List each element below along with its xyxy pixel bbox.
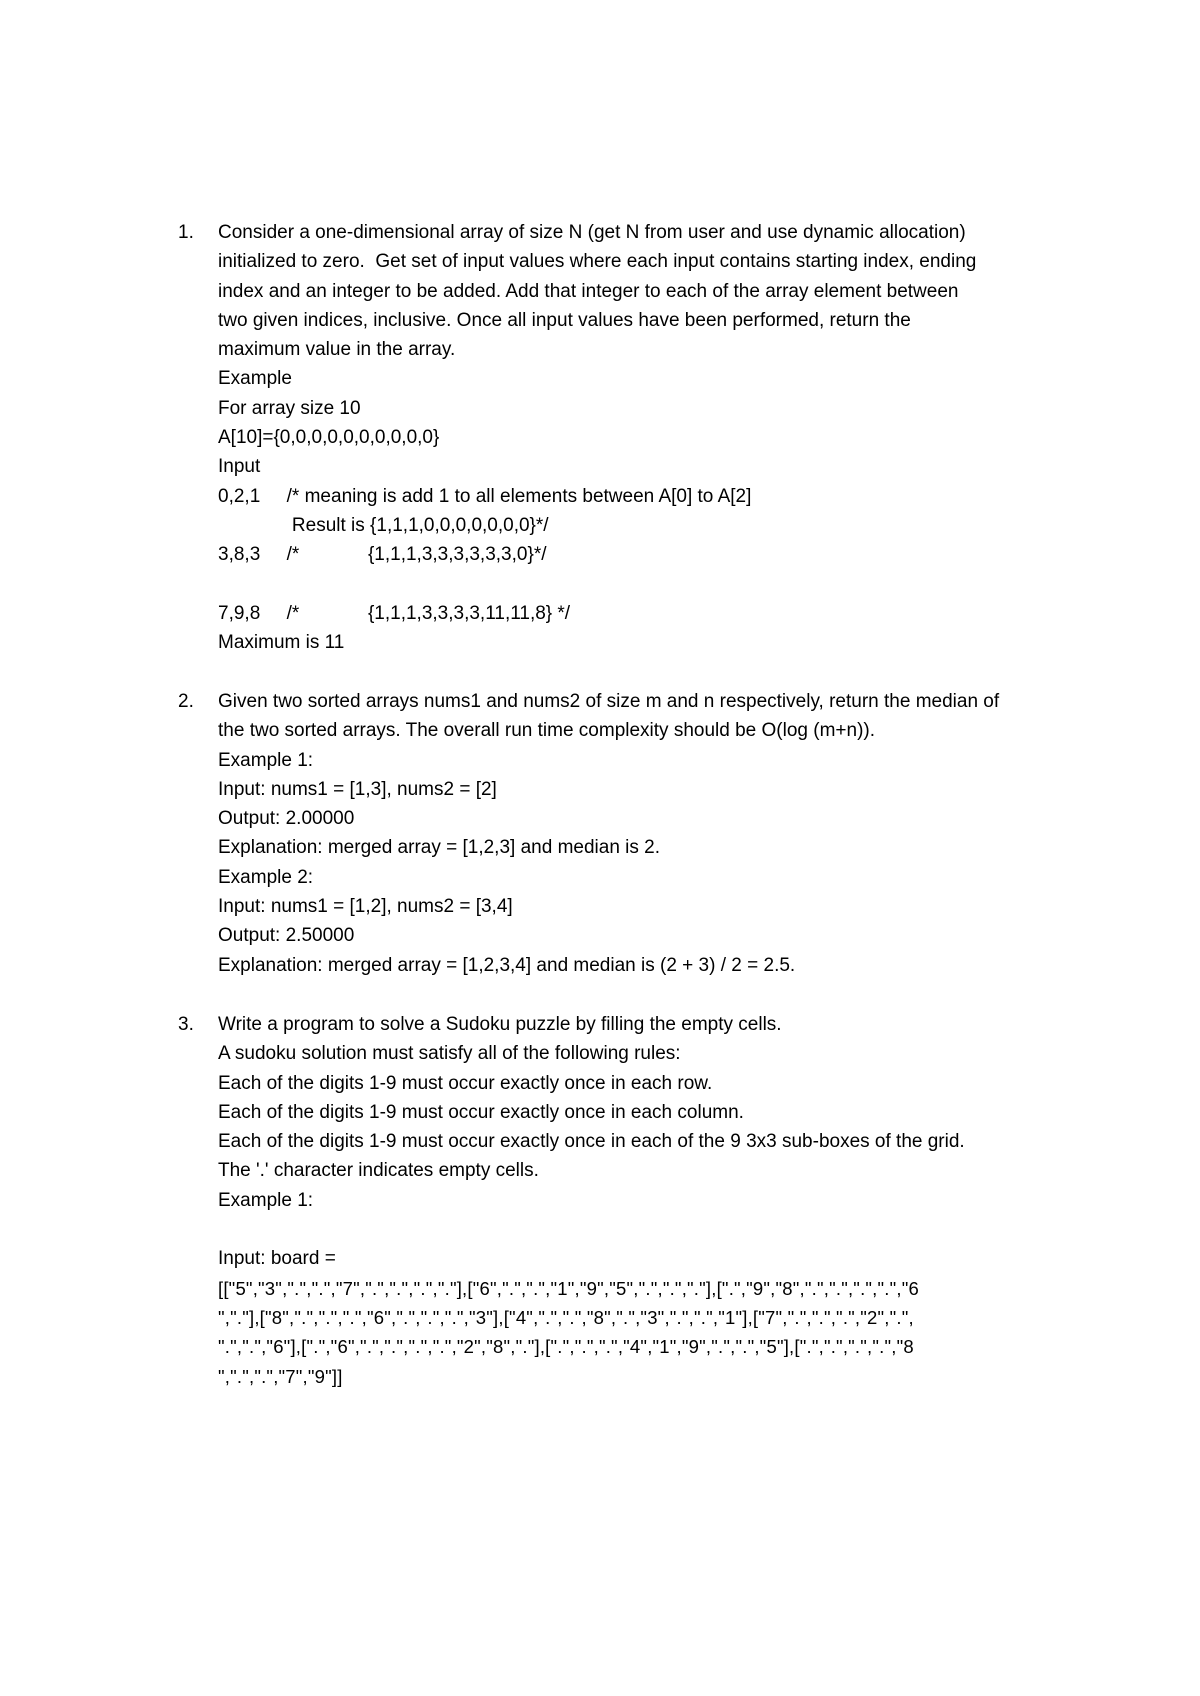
text-line: Write a program to solve a Sudoku puzzle by filling the empty cells.	[218, 1014, 782, 1035]
text-line: index and an integer to be added. Add that integer to each of the array element between	[218, 280, 959, 302]
problem-text	[218, 218, 1078, 657]
maximum-line: Maximum is 11	[218, 632, 345, 654]
example-heading: Example 1:	[218, 749, 314, 771]
text-line: initialized to zero. Get set of input values where each input contains starting index, ending	[218, 251, 977, 273]
rule-line: Each of the digits 1-9 must occur exactly once in each column.	[218, 1101, 744, 1123]
input-line: 7,9,8 /* {1,1,1,3,3,3,3,11,11,8} */	[218, 602, 571, 624]
text-line: The '.' character indicates empty cells.	[218, 1160, 539, 1182]
explanation-line: Explanation: merged array = [1,2,3] and median is 2.	[218, 837, 661, 859]
input-line: 3,8,3 /* {1,1,1,3,3,3,3,3,3,0}*/	[218, 544, 547, 566]
result-line: Result is {1,1,1,0,0,0,0,0,0,0}*/	[218, 514, 549, 536]
text-line: Consider a one-dimensional array of size N (get N from user and use dynamic allocation)	[218, 222, 966, 243]
text-line: For array size 10	[218, 397, 361, 419]
input-heading: Input: board =	[218, 1248, 336, 1270]
text-line: the two sorted arrays. The overall run time complexity should be O(log (m+n)).	[218, 720, 876, 742]
example-heading: Example 1:	[218, 1189, 314, 1211]
problem-text	[218, 1010, 1078, 1391]
blank-line	[218, 1215, 1078, 1244]
input-heading: Input	[218, 456, 261, 478]
blank-line	[218, 570, 1078, 599]
text-line: A sudoku solution must satisfy all of the following rules:	[218, 1043, 681, 1065]
board-line: ",".",".","7","9"]]	[218, 1365, 343, 1387]
text-line: two given indices, inclusive. Once all input values have been performed, return the	[218, 309, 911, 331]
example-heading: Example	[218, 368, 292, 390]
problem-number: 3.	[178, 1014, 194, 1035]
board-line: [["5","3",".",".","7",".",".",".","."],["6",".",".","1","9","5",".",".","."],[".","9","8",".",".",".",".","6	[218, 1277, 919, 1299]
rule-line: Each of the digits 1-9 must occur exactly once in each row.	[218, 1072, 713, 1094]
rule-line: Each of the digits 1-9 must occur exactly once in each of the 9 3x3 sub-boxes of the grid.	[218, 1131, 965, 1153]
text-line: maximum value in the array.	[218, 339, 456, 361]
output-line: Output: 2.00000	[218, 808, 355, 830]
problem-number: 1.	[178, 222, 194, 243]
text-line: Given two sorted arrays nums1 and nums2 of size m and n respectively, return the median of	[218, 691, 1000, 712]
example-heading: Example 2:	[218, 866, 314, 888]
input-line: 0,2,1 /* meaning is add 1 to all elements between A[0] to A[2]	[218, 485, 752, 507]
problem-number: 2.	[178, 691, 194, 712]
problem-text	[218, 687, 1078, 980]
output-line: Output: 2.50000	[218, 925, 355, 947]
array-declaration: A[10]={0,0,0,0,0,0,0,0,0,0}	[218, 427, 440, 449]
board-line: ","."],["8",".",".",".","6",".",".",".","3"],["4",".",".","8",".","3",".",".","1"],["7",".",".",".","2",".",	[218, 1306, 914, 1328]
explanation-line: Explanation: merged array = [1,2,3,4] and median is (2 + 3) / 2 = 2.5.	[218, 954, 796, 976]
input-line: Input: nums1 = [1,2], nums2 = [3,4]	[218, 896, 513, 918]
input-line: Input: nums1 = [1,3], nums2 = [2]	[218, 778, 497, 800]
board-line: ".",".","6"],[".","6",".",".",".",".","2","8","."],[".",".",".","4","1","9",".",".","5"],[".",".",".",".","8	[218, 1336, 914, 1358]
